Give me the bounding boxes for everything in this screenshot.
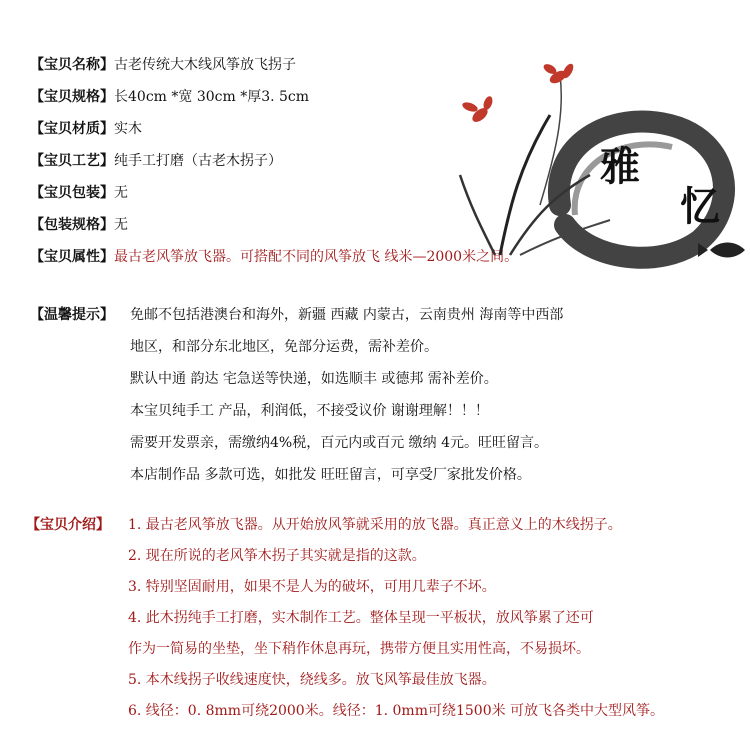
spec-row-size xyxy=(30,87,309,107)
spec-value: 无 xyxy=(114,217,128,233)
tips-line: 需要开发票亲，需缴纳4%税，百元内或百元 缴纳 4元。旺旺留言。 xyxy=(130,435,549,451)
intro-line: 2. 现在所说的老风筝木拐子其实就是指的这款。 xyxy=(128,548,426,564)
tips-line: 默认中通 韵达 宅急送等快递，如选顺丰 或德邦 需补差价。 xyxy=(130,371,498,387)
intro-line: 6. 线径：0. 8mm可绕2000米。线径：1. 0mm可绕1500米 可放飞各类中大型风筝。 xyxy=(128,703,665,719)
spec-row-craft xyxy=(30,151,282,171)
spec-row-material xyxy=(30,119,142,139)
spec-value: 古老传统大木线风筝放飞拐子 xyxy=(114,57,296,73)
spec-row-pack-size xyxy=(30,215,128,235)
intro-line: 4. 此木拐纯手工打磨，实木制作工艺。整体呈现一平板状，放风筝累了还可 xyxy=(128,610,594,626)
spec-value: 实木 xyxy=(114,121,142,137)
spec-row-name xyxy=(30,55,296,75)
intro-line: 1. 最古老风筝放飞器。从开始放风筝就采用的放飞器。真正意义上的木线拐子。 xyxy=(128,517,622,533)
intro-label: 【宝贝介绍】 xyxy=(26,517,110,533)
brand-character: 雅 xyxy=(600,143,640,190)
spec-value: 最古老风筝放飞器。可搭配不同的风筝放飞 线米—2000米之间。 xyxy=(114,249,519,265)
spec-label: 【宝贝规格】 xyxy=(30,89,114,105)
brand-character: 忆 xyxy=(680,183,720,230)
tips-label: 【温馨提示】 xyxy=(30,307,114,323)
tips-line: 地区，和部分东北地区，免部分运费，需补差价。 xyxy=(130,339,438,355)
spec-label: 【包装规格】 xyxy=(30,217,114,233)
spec-label: 【宝贝名称】 xyxy=(30,57,114,73)
spec-value: 无 xyxy=(114,185,128,201)
intro-line: 作为一简易的坐垫，坐下稍作休息再玩，携带方便且实用性高，不易损坏。 xyxy=(128,641,590,657)
tips-line: 本宝贝纯手工 产品，利润低，不接受议价 谢谢理解！！！ xyxy=(130,403,489,419)
spec-label: 【宝贝材质】 xyxy=(30,121,114,137)
ink-painting-logo xyxy=(440,55,750,275)
tips-line: 本店制作品 多款可选，如批发 旺旺留言，可享受厂家批发价格。 xyxy=(130,467,531,483)
tips-line: 免邮不包括港澳台和海外，新疆 西藏 内蒙古，云南贵州 海南等中西部 xyxy=(130,307,564,323)
intro-line: 3. 特别坚固耐用，如果不是人为的破坏，可用几辈子不坏。 xyxy=(128,579,496,595)
spec-row-packaging xyxy=(30,183,128,203)
intro-line: 5. 本木线拐子收线速度快，绕线多。放飞风筝最佳放飞器。 xyxy=(128,672,496,688)
spec-value: 纯手工打磨（古老木拐子） xyxy=(114,153,282,169)
spec-label: 【宝贝包装】 xyxy=(30,185,114,201)
spec-label: 【宝贝工艺】 xyxy=(30,153,114,169)
ink-painting-icon xyxy=(440,55,750,275)
spec-label: 【宝贝属性】 xyxy=(30,249,114,265)
spec-value: 长40cm *宽 30cm *厚3. 5cm xyxy=(114,89,310,105)
